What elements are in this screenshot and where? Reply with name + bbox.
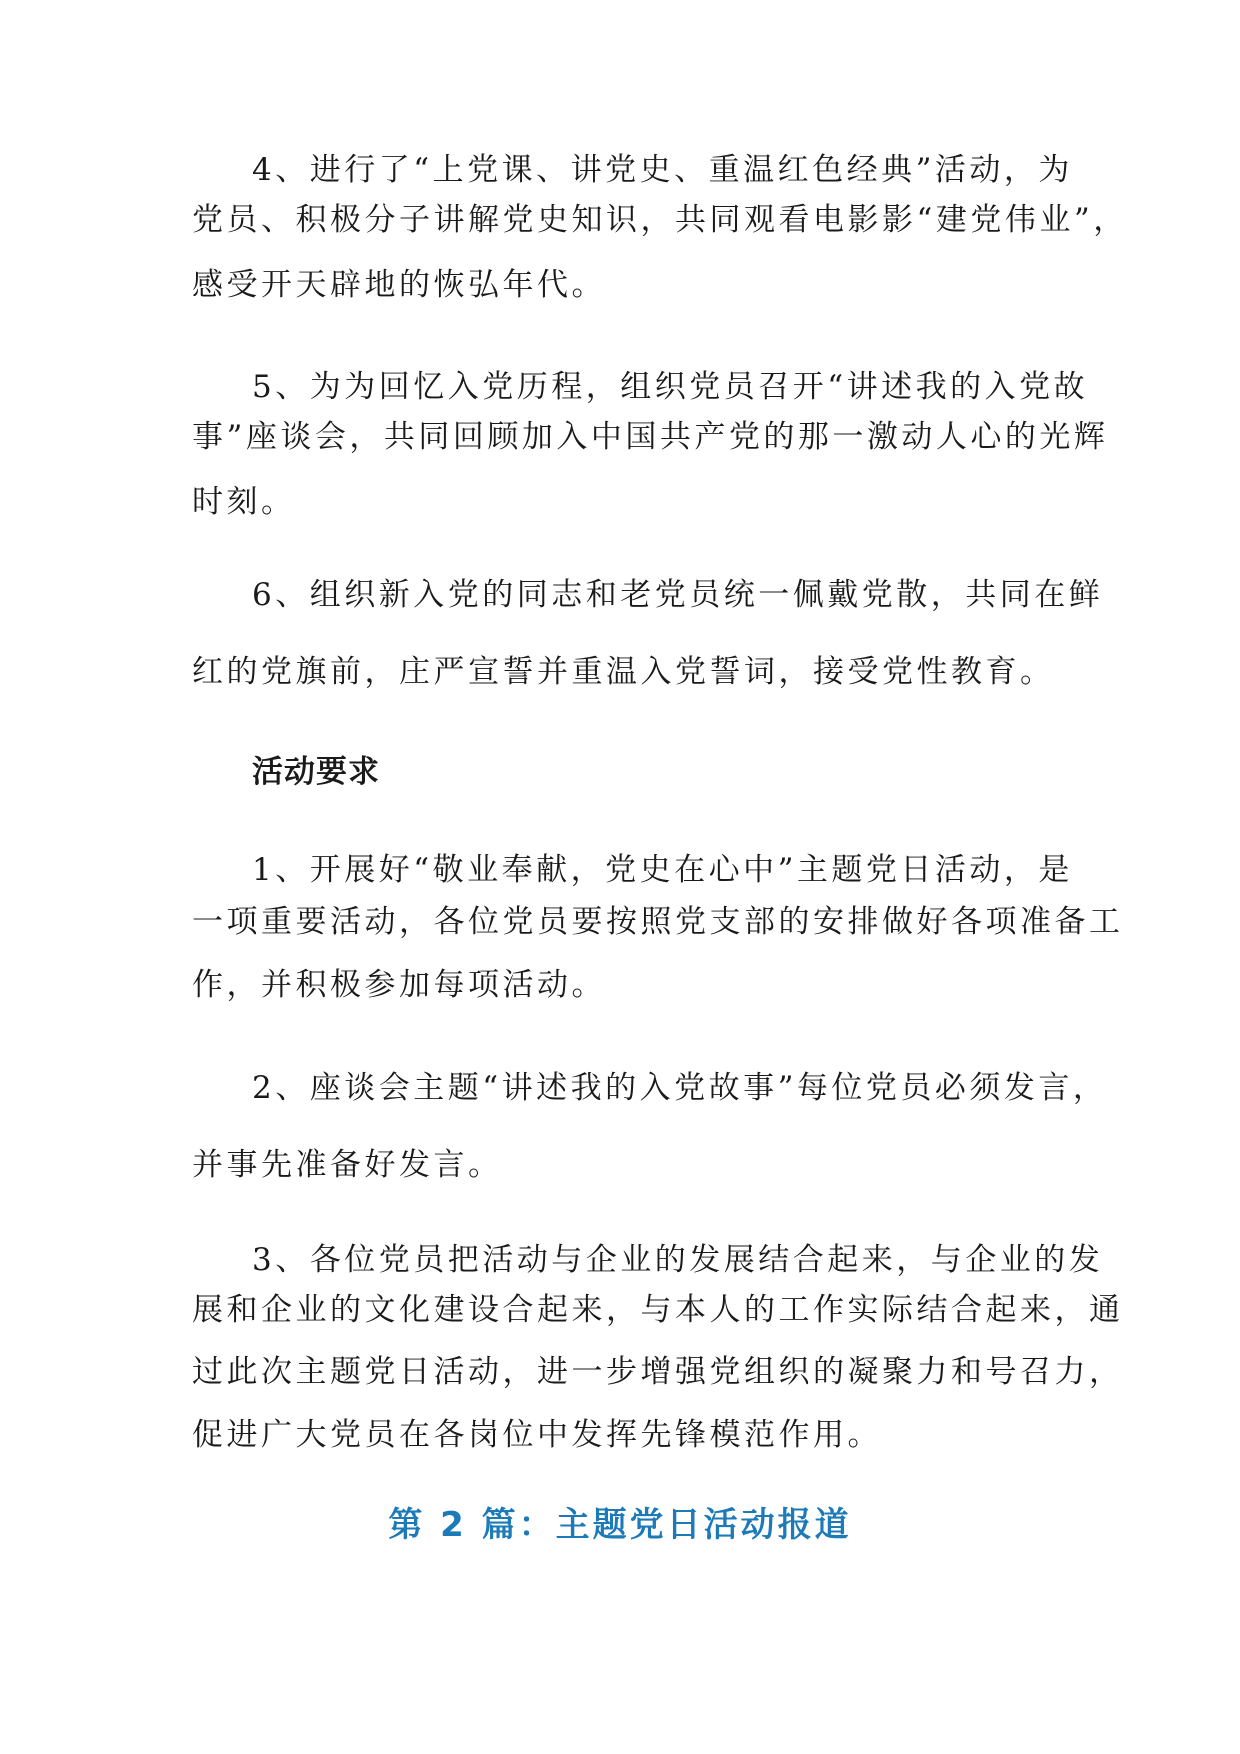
requirement-2-line-2: 并事先准备好发言。	[192, 1147, 503, 1183]
paragraph-6-line-2: 红的党旗前，庄严宣誓并重温入党誓词，接受党性教育。	[192, 654, 1055, 690]
requirement-3-line-4: 促进广大党员在各岗位中发挥先锋模范作用。	[192, 1417, 882, 1453]
requirement-1-line-3: 作，并积极参加每项活动。	[192, 967, 606, 1003]
paragraph-5-line-3: 时刻。	[192, 484, 296, 520]
requirement-1-line-1: 1、开展好“敬业奉献，党史在心中”主题党日活动，是	[252, 852, 1073, 888]
next-article-title[interactable]: 第 2 篇：主题党日活动报道	[388, 1505, 852, 1545]
requirement-3-line-1: 3、各位党员把活动与企业的发展结合起来，与企业的发	[252, 1242, 1104, 1278]
requirement-1-line-2: 一项重要活动，各位党员要按照党支部的安排做好各项准备工	[192, 904, 1124, 940]
paragraph-4-line-2: 党员、积极分子讲解党史知识，共同观看电影影“建党伟业”，	[192, 202, 1128, 238]
requirement-2-line-1: 2、座谈会主题“讲述我的入党故事”每位党员必须发言，	[252, 1070, 1108, 1106]
requirement-3-line-3: 过此次主题党日活动，进一步增强党组织的凝聚力和号召力，	[192, 1354, 1124, 1390]
requirement-3-line-2: 展和企业的文化建设合起来，与本人的工作实际结合起来，通	[192, 1292, 1124, 1328]
paragraph-6-line-1: 6、组织新入党的同志和老党员统一佩戴党散，共同在鲜	[252, 577, 1104, 613]
paragraph-5-line-1: 5、为为回忆入党历程，组织党员召开“讲述我的入党故	[252, 369, 1089, 405]
paragraph-5-line-2: 事”座谈会，共同回顾加入中国共产党的那一激动人心的光辉	[192, 419, 1109, 455]
section-heading: 活动要求	[252, 754, 380, 790]
paragraph-4-line-1: 4、进行了“上党课、讲党史、重温红色经典”活动，为	[252, 152, 1073, 188]
paragraph-4-line-3: 感受开天辟地的恢弘年代。	[192, 267, 606, 303]
